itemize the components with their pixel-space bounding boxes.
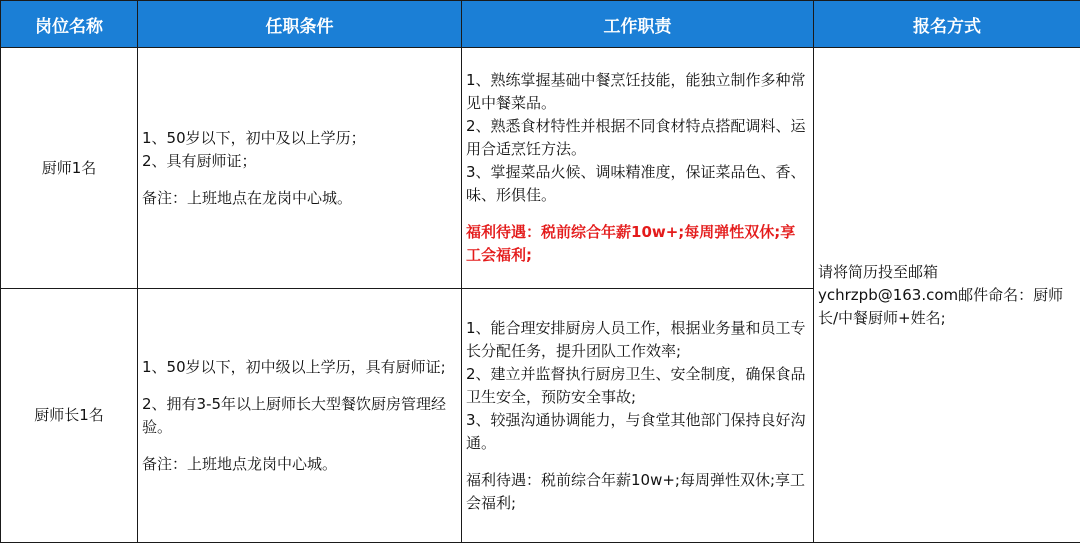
requirement-item: 2、拥有3-5年以上厨师长大型餐饮厨房管理经验。 [142,393,455,439]
benefits-text: 福利待遇：税前综合年薪10w+;每周弹性双休;享工会福利; [466,469,807,515]
table-row [1,48,1080,289]
position-cell: 厨师1名 [1,48,138,289]
header-requirements: 任职条件 [138,1,462,48]
duty-item: 3、较强沟通协调能力，与食堂其他部门保持良好沟通。 [466,409,807,455]
duty-item: 2、熟悉食材特性并根据不同食材特点搭配调料、运用合适烹饪方法。 [466,115,807,161]
duties-cell [462,289,814,543]
benefits-text: 福利待遇：税前综合年薪10w+;每周弹性双休;享工会福利; [466,221,807,267]
header-duties: 工作职责 [462,1,814,48]
requirements-cell [138,48,462,289]
requirement-item: 1、50岁以下，初中及以上学历； [142,127,455,150]
apply-cell: 请将简历投至邮箱ychrzpb@163.com邮件命名：厨师长/中餐厨师+姓名; [814,48,1080,543]
requirement-note: 备注：上班地点在龙岗中心城。 [142,187,455,210]
duty-item: 3、掌握菜品火候、调味精准度，保证菜品色、香、味、形俱佳。 [466,161,807,207]
requirement-note: 备注：上班地点龙岗中心城。 [142,453,455,476]
duty-item: 2、建立并监督执行厨房卫生、安全制度，确保食品卫生安全，预防安全事故; [466,363,807,409]
header-row [1,1,1080,48]
duties-cell [462,48,814,289]
position-cell: 厨师长1名 [1,289,138,543]
requirements-cell [138,289,462,543]
header-apply: 报名方式 [814,1,1080,48]
requirement-item: 1、50岁以下，初中级以上学历，具有厨师证; [142,356,455,379]
duty-item: 1、能合理安排厨房人员工作，根据业务量和员工专长分配任务，提升团队工作效率; [466,317,807,363]
header-position: 岗位名称 [1,1,138,48]
duty-item: 1、熟练掌握基础中餐烹饪技能，能独立制作多种常见中餐菜品。 [466,69,807,115]
requirement-item: 2、具有厨师证； [142,150,455,173]
